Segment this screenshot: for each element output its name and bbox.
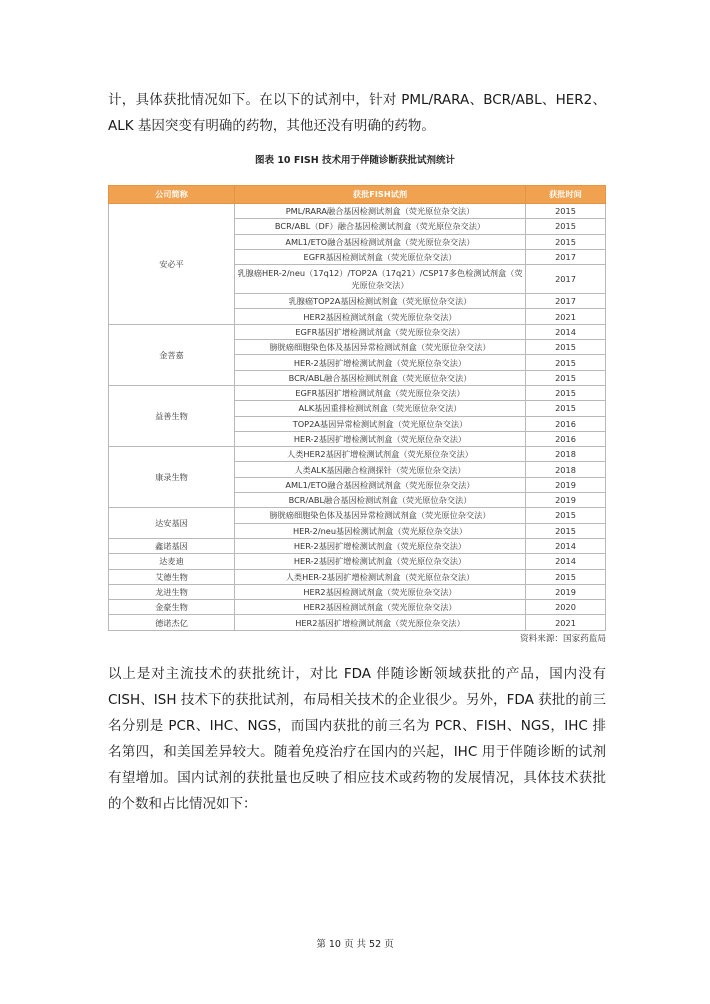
- year-cell: 2021: [526, 615, 606, 630]
- year-cell: 2015: [526, 508, 606, 523]
- reagent-cell: HER-2/neu基因检测试剂盒（荧光原位杂交法）: [235, 523, 526, 538]
- reagent-cell: EGFR基因检测试剂盒（荧光原位杂交法）: [235, 249, 526, 264]
- header-reagent: 获批FISH试剂: [235, 186, 526, 204]
- reagent-cell: HER2基因扩增检测试剂盒（荧光原位杂交法）: [235, 615, 526, 630]
- year-cell: 2015: [526, 204, 606, 219]
- year-cell: 2017: [526, 249, 606, 264]
- company-cell: 金豪生物: [109, 600, 235, 615]
- reagent-cell: 人类ALK基因融合检测探针（荧光原位杂交法）: [235, 462, 526, 477]
- table-header-row: [109, 186, 606, 204]
- table-row: [109, 447, 606, 462]
- reagent-cell: AML1/ETO融合基因检测试剂盒（荧光原位杂交法）: [235, 477, 526, 492]
- table-row: [109, 538, 606, 553]
- year-cell: 2017: [526, 294, 606, 309]
- reagent-cell: HER-2基因扩增检测试剂盒（荧光原位杂交法）: [235, 554, 526, 569]
- reagent-cell: 人类HER-2基因扩增检测试剂盒（荧光原位杂交法）: [235, 569, 526, 584]
- reagent-cell: AML1/ETO融合基因检测试剂盒（荧光原位杂交法）: [235, 234, 526, 249]
- year-cell: 2015: [526, 385, 606, 400]
- reagent-cell: 乳腺癌TOP2A基因检测试剂盒（荧光原位杂交法）: [235, 294, 526, 309]
- year-cell: 2016: [526, 416, 606, 431]
- header-year: 获批时间: [526, 186, 606, 204]
- table-row: [109, 324, 606, 339]
- reagent-cell: BCR/ABL（DF）融合基因检测试剂盒（荧光原位杂交法）: [235, 219, 526, 234]
- year-cell: 2018: [526, 447, 606, 462]
- company-cell: 安必平: [109, 204, 235, 325]
- table-row: [109, 385, 606, 400]
- reagent-cell: TOP2A基因异常检测试剂盒（荧光原位杂交法）: [235, 416, 526, 431]
- reagent-cell: 人类HER2基因扩增检测试剂盒（荧光原位杂交法）: [235, 447, 526, 462]
- fish-approval-table: [108, 185, 606, 631]
- reagent-cell: HER2基因检测试剂盒（荧光原位杂交法）: [235, 309, 526, 324]
- body-paragraph: 以上是对主流技术的获批统计，对比 FDA 伴随诊断领域获批的产品，国内没有 CISH、ISH 技术下的获批试剂，布局相关技术的企业很少。另外，FDA 获批的前三名分别是 PCR、IHC、NGS，而国内获批的前三名为 PCR、FISH、NGS，IHC 排名第四，和美国差异较大。随着免疫治疗在国内的兴起，IHC 用于伴随诊断的试剂有望增加。国内试剂的获批量也反映了相应技术或药物的发展情况，具体技术获批的个数和占比情况如下：: [108, 666, 606, 812]
- reagent-cell: 膀胱癌细胞染色体及基因异常检测试剂盒（荧光原位杂交法）: [235, 508, 526, 523]
- intro-paragraph: 计，具体获批情况如下。在以下的试剂中，针对 PML/RARA、BCR/ABL、HER2、ALK 基因突变有明确的药物，其他还没有明确的药物。: [108, 92, 606, 134]
- year-cell: 2015: [526, 234, 606, 249]
- year-cell: 2021: [526, 309, 606, 324]
- year-cell: 2019: [526, 493, 606, 508]
- company-cell: 金菩嘉: [109, 324, 235, 385]
- reagent-cell: HER-2基因扩增检测试剂盒（荧光原位杂交法）: [235, 431, 526, 446]
- data-source: 资料来源：国家药监局: [520, 634, 606, 644]
- reagent-cell: EGFR基因扩增检测试剂盒（荧光原位杂交法）: [235, 385, 526, 400]
- table-row: [109, 584, 606, 599]
- reagent-cell: 乳腺癌HER-2/neu（17q12）/TOP2A（17q21）/CSP17多色检测试剂盒（荧光原位杂交法）: [235, 265, 526, 294]
- company-cell: 益善生物: [109, 385, 235, 446]
- reagent-cell: BCR/ABL融合基因检测试剂盒（荧光原位杂交法）: [235, 493, 526, 508]
- year-cell: 2018: [526, 462, 606, 477]
- year-cell: 2015: [526, 355, 606, 370]
- year-cell: 2015: [526, 569, 606, 584]
- company-cell: 龙进生物: [109, 584, 235, 599]
- reagent-cell: BCR/ABL融合基因检测试剂盒（荧光原位杂交法）: [235, 370, 526, 385]
- year-cell: 2019: [526, 477, 606, 492]
- reagent-cell: EGFR基因扩增检测试剂盒（荧光原位杂交法）: [235, 324, 526, 339]
- reagent-cell: ALK基因重排检测试剂盒（荧光原位杂交法）: [235, 401, 526, 416]
- company-cell: 德诺杰亿: [109, 615, 235, 630]
- table-row: [109, 569, 606, 584]
- reagent-cell: HER2基因检测试剂盒（荧光原位杂交法）: [235, 600, 526, 615]
- year-cell: 2015: [526, 401, 606, 416]
- table-row: [109, 600, 606, 615]
- table-row: [109, 615, 606, 630]
- year-cell: 2014: [526, 324, 606, 339]
- table-row: [109, 554, 606, 569]
- year-cell: 2014: [526, 554, 606, 569]
- page-footer: 第 10 页 共 52 页: [316, 939, 394, 950]
- year-cell: 2014: [526, 538, 606, 553]
- year-cell: 2019: [526, 584, 606, 599]
- header-company: 公司简称: [109, 186, 235, 204]
- year-cell: 2017: [526, 265, 606, 294]
- reagent-cell: HER2基因检测试剂盒（荧光原位杂交法）: [235, 584, 526, 599]
- reagent-cell: 膀胱癌细胞染色体及基因异常检测试剂盒（荧光原位杂交法）: [235, 340, 526, 355]
- reagent-cell: PML/RARA融合基因检测试剂盒（荧光原位杂交法）: [235, 204, 526, 219]
- company-cell: 鑫诺基因: [109, 538, 235, 553]
- company-cell: 达安基因: [109, 508, 235, 539]
- table-row: [109, 508, 606, 523]
- table-row: [109, 204, 606, 219]
- company-cell: 艾德生物: [109, 569, 235, 584]
- year-cell: 2015: [526, 340, 606, 355]
- table-caption: 图表 10 FISH 技术用于伴随诊断获批试剂统计: [255, 155, 455, 166]
- year-cell: 2016: [526, 431, 606, 446]
- year-cell: 2015: [526, 219, 606, 234]
- company-cell: 康录生物: [109, 447, 235, 508]
- year-cell: 2015: [526, 523, 606, 538]
- reagent-cell: HER-2基因扩增检测试剂盒（荧光原位杂交法）: [235, 355, 526, 370]
- reagent-cell: HER-2基因扩增检测试剂盒（荧光原位杂交法）: [235, 538, 526, 553]
- company-cell: 达麦迪: [109, 554, 235, 569]
- year-cell: 2020: [526, 600, 606, 615]
- year-cell: 2015: [526, 370, 606, 385]
